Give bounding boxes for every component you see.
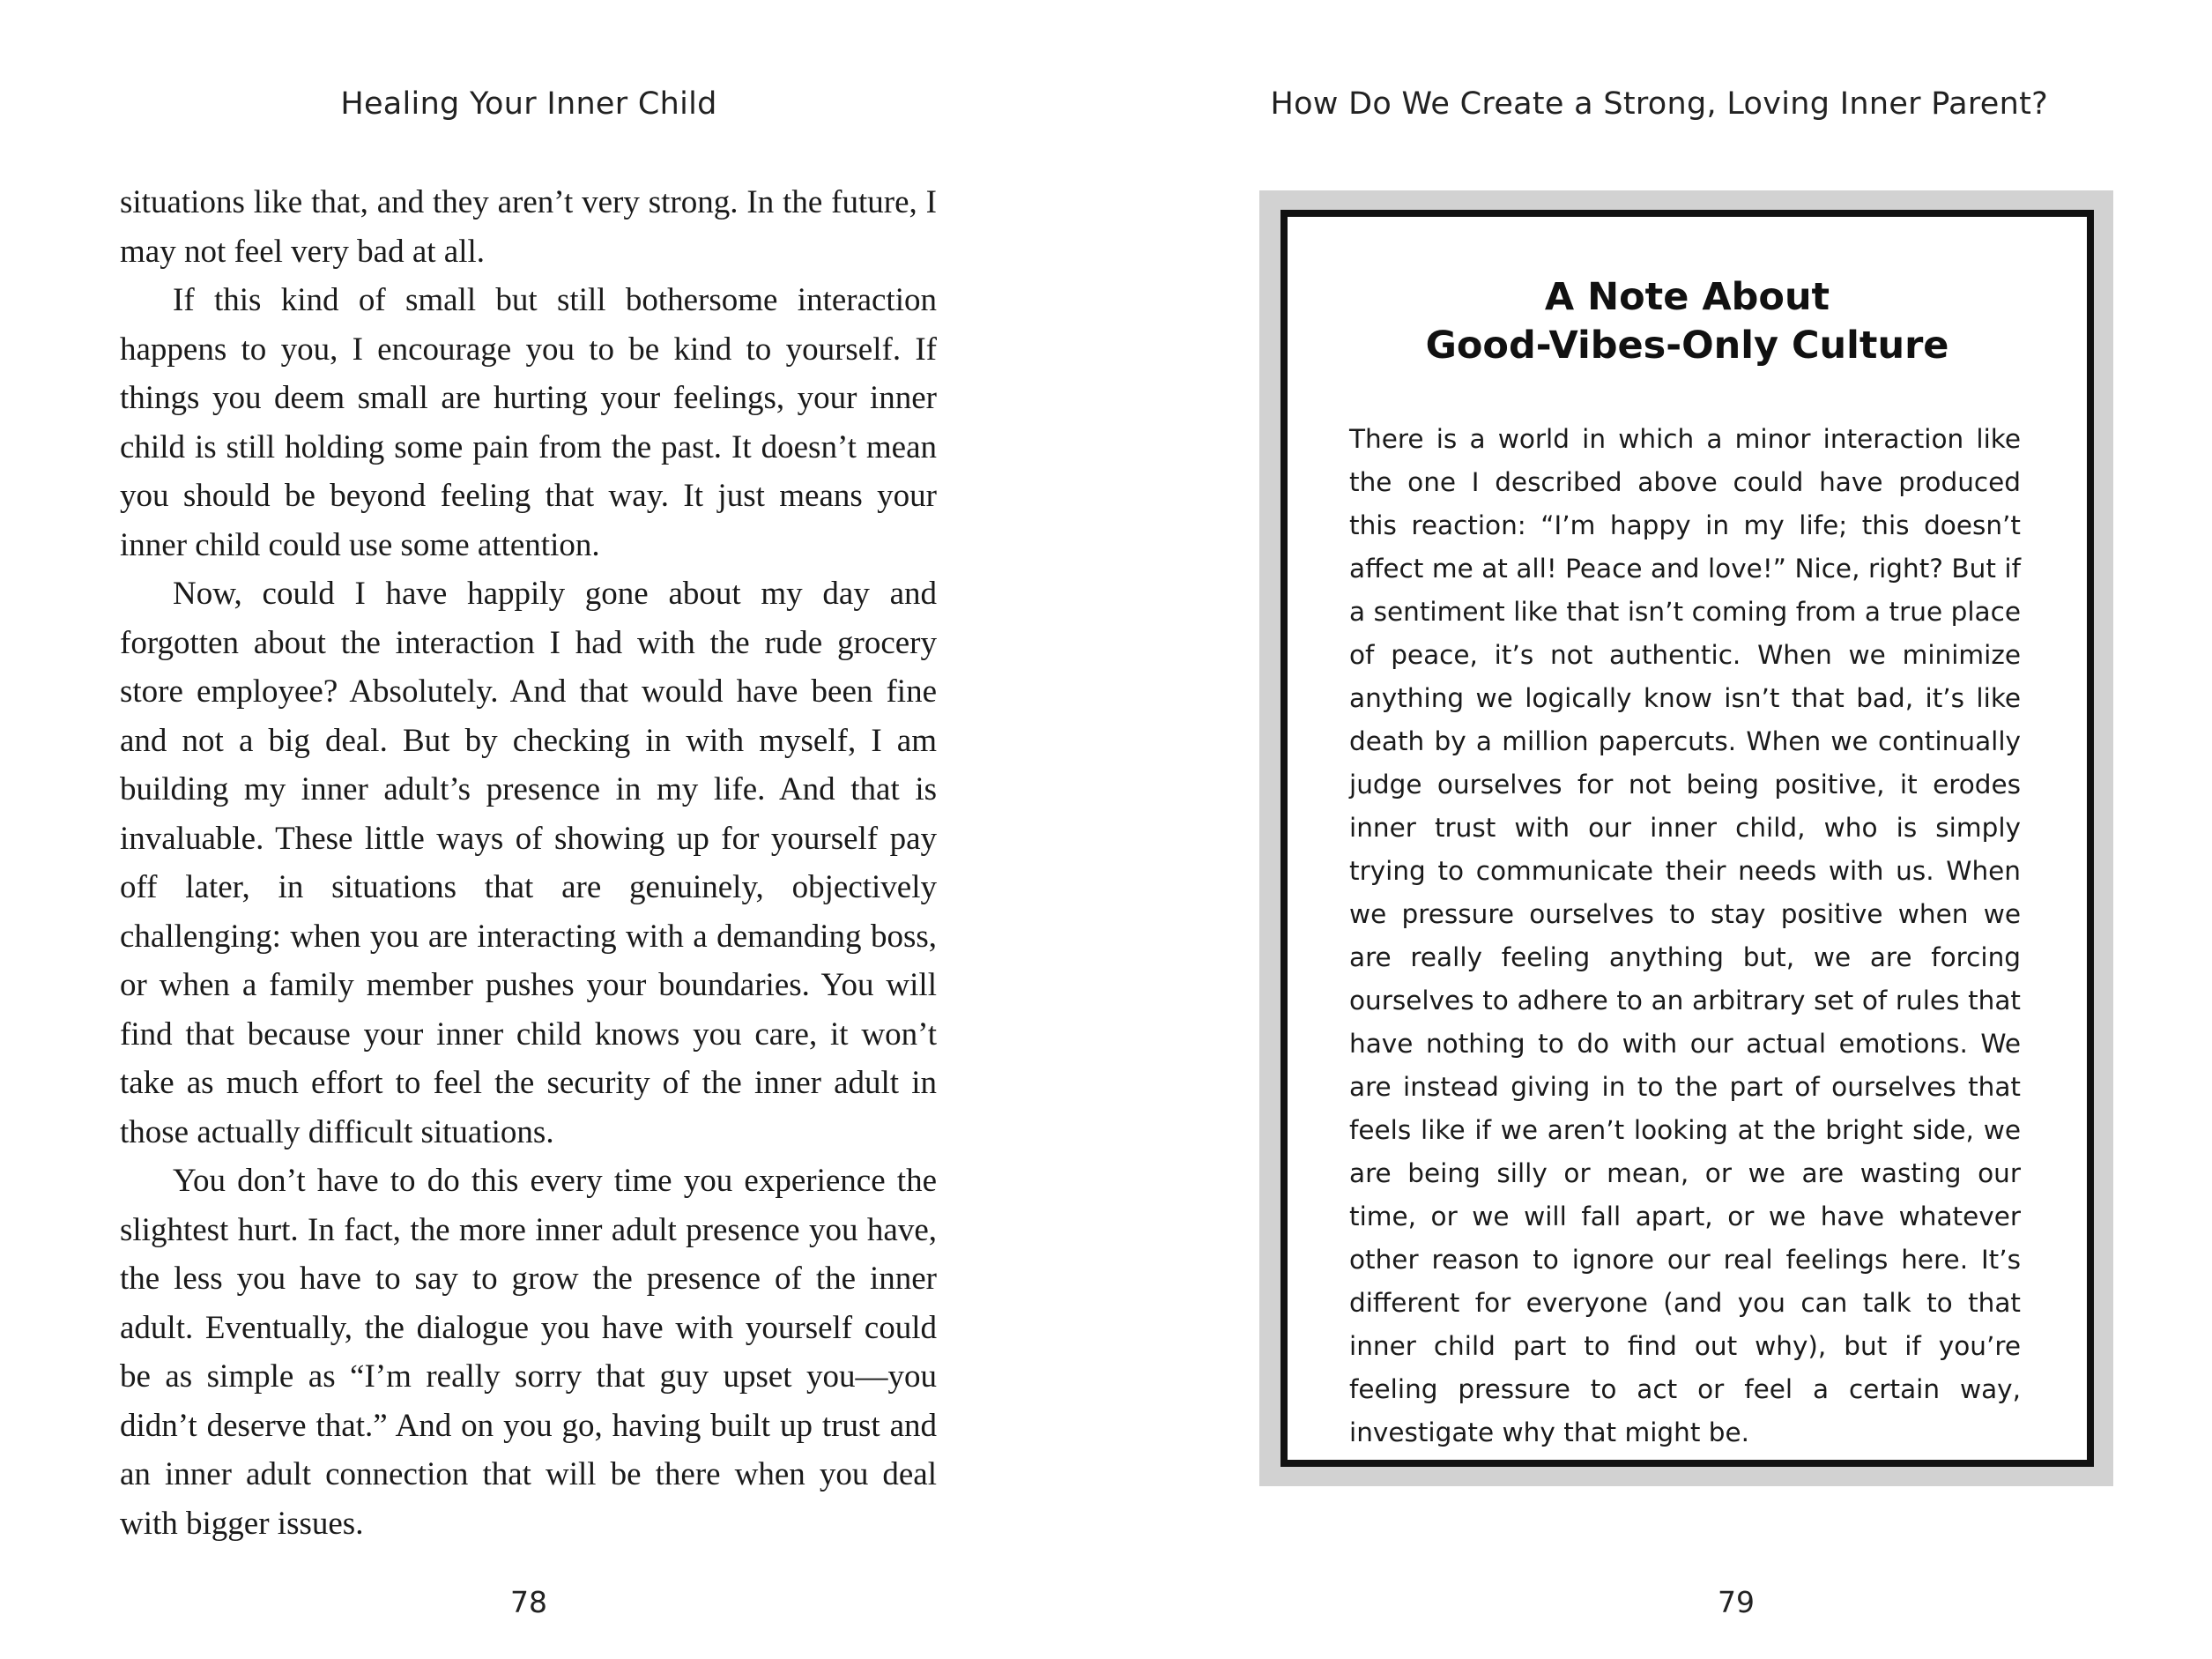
sidebar-box [1280,210,2094,1467]
running-head-right: How Do We Create a Strong, Loving Inner Parent? [1270,86,2048,122]
sidebar-title [1288,273,2087,370]
sidebar-body: There is a world in which a minor interaction like the one I described above could have produced this reaction: “I’m happy in my life; this doesn’t affect me at all! Peace and love!” Nice, right? But if a sentiment like that isn’t coming from a true place of peace, it’s not authentic. When we minimize anything we logically know isn’t that bad, it’s like death by a million papercuts. When we continually judge ourselves for not being positive, it erodes inner trust with our inner child, who is simply trying to communicate their needs with us. When we pressure ourselves to stay positive when we are really feeling anything but, we are forcing ourselves to adhere to an arbitrary set of rules that have nothing to do with our actual emotions. We are instead giving in to the part of ourselves that feels like if we aren’t looking at the bright side, we are being silly or mean, or we are wasting our time, or we will fall apart, or we have whatever other reason to ignore our real feelings here. It’s different for everyone (and you can talk to that inner child part to find out why), but if you’re feeling pressure to act or feel a certain way, investigate why that might be. [1349,424,2021,1447]
sidebar-title-line-1: A Note About [1544,275,1830,319]
paragraph: Now, could I have happily gone about my day and forgotten about the interaction I had with the rude grocery store employee? Absolutely. And that would have been fine and not a big deal. But by checking in with myself, I am building my inner adult’s presence in my life. And that is invaluable. These little ways of showing up for yourself pay off later, in situations that are genuinely, objectively challenging: when you are interacting with a demanding boss, or when a family member pushes your boundaries. You will find that because your inner child knows you care, it won’t take as much effort to feel the security of the inner adult in those actually difficult situations. [120,576,937,1150]
sidebar-title-line-2: Good-Vibes-Only Culture [1425,324,1949,368]
paragraph: situations like that, and they aren’t very strong. In the future, I may not feel very bad at all. [120,184,937,270]
running-head-left: Healing Your Inner Child [340,86,717,122]
page-number-right: 79 [1718,1585,1755,1619]
right-page [1106,0,2212,1659]
body-text [120,178,937,1548]
sidebar-box-frame [1259,190,2113,1486]
paragraph: If this kind of small but still bothersome interaction happens to you, I encourage you to be kind to yourself. If things you deem small are hurting your feelings, your inner child is still holding some pain from the past. It doesn’t mean you should be beyond feeling that way. It just means your inner child could use some attention. [120,282,937,563]
page-number-left: 78 [510,1585,547,1619]
paragraph: You don’t have to do this every time you experience the slightest hurt. In fact, the more inner adult presence you have, the less you have to say to grow the presence of the inner adult. Eventually, the dialogue you have with yourself could be as simple as “I’m really sorry that guy upset you—you didn’t deserve that.” And on you go, having built up trust and an inner adult connection that will be there when you deal with bigger issues. [120,1163,937,1542]
